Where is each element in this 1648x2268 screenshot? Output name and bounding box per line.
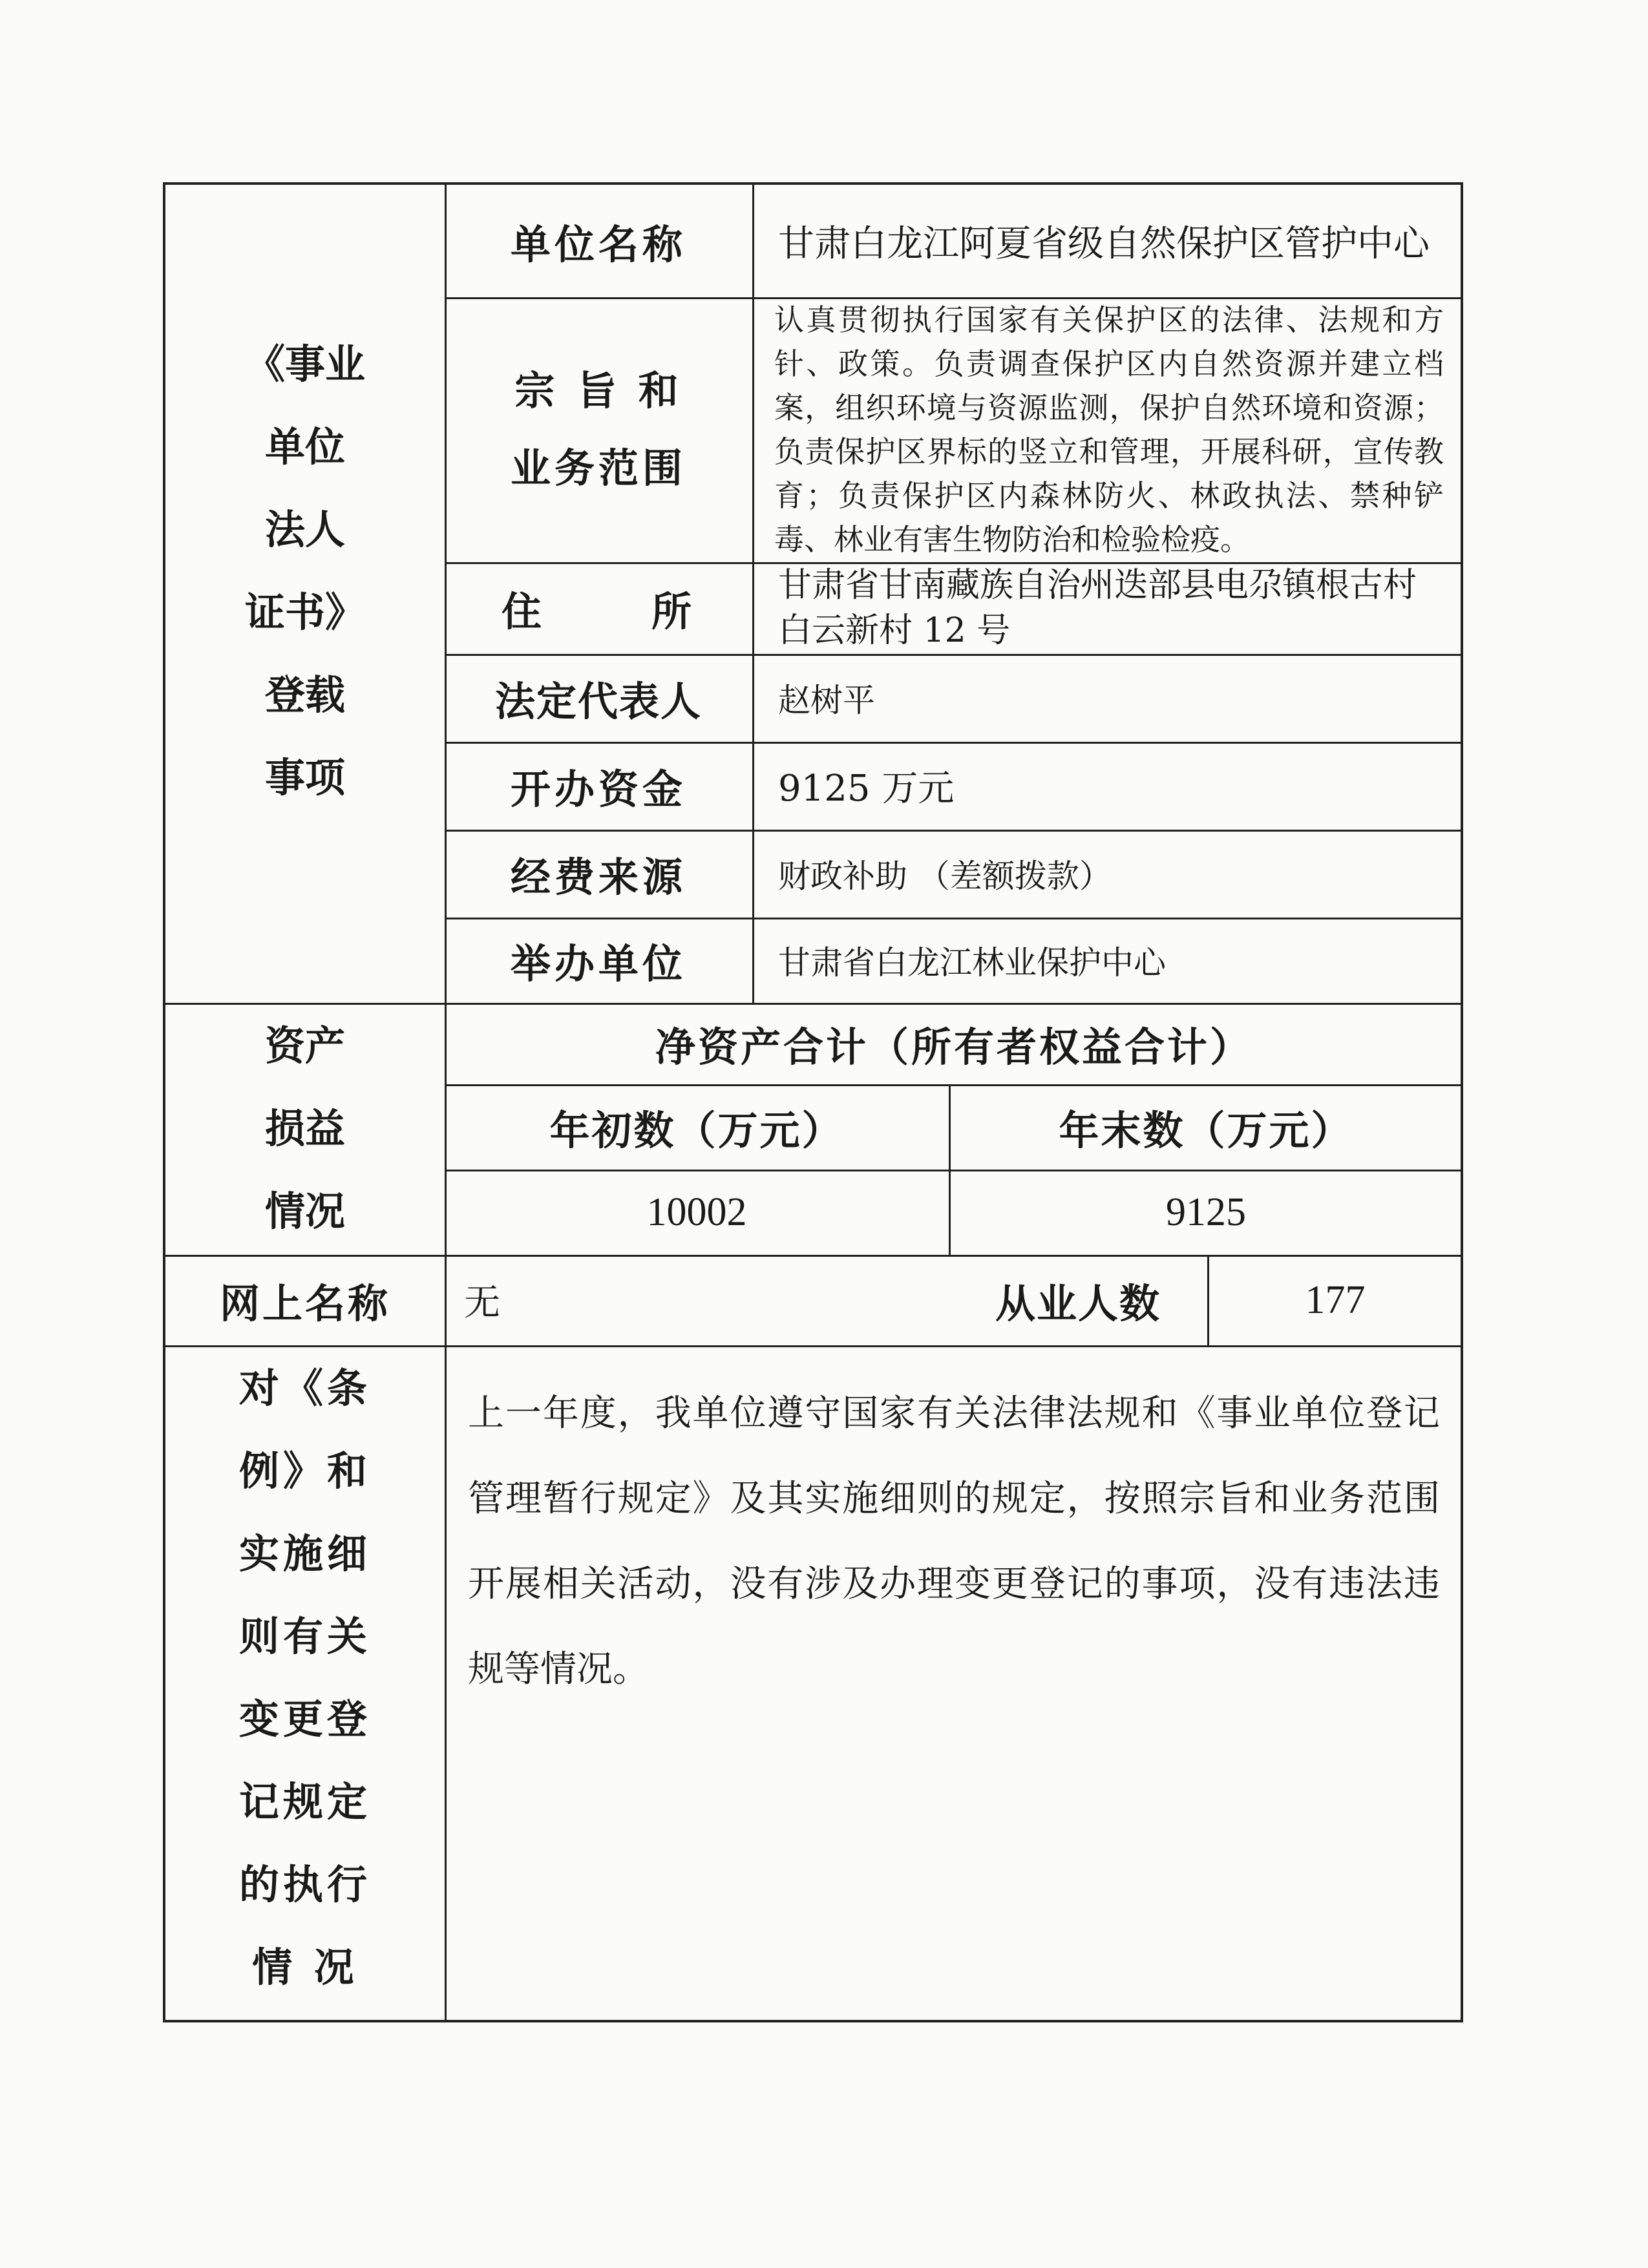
legal-representative-label: 法定代表人 bbox=[494, 677, 702, 725]
side-label-line: 《事业 bbox=[244, 341, 365, 388]
startup-capital-value: 9125 万元 bbox=[778, 768, 955, 810]
legal-representative-value: 赵树平 bbox=[778, 682, 875, 719]
side-label-line: 的执行 bbox=[238, 1861, 371, 1908]
side-label-line: 则有关 bbox=[238, 1613, 371, 1660]
side-label-line: 资产 bbox=[264, 1022, 345, 1069]
address-label bbox=[445, 562, 752, 654]
side-label-line: 对《条 bbox=[238, 1365, 371, 1412]
side-label-line: 情 况 bbox=[252, 1944, 358, 1991]
side-label-line: 变更登 bbox=[238, 1696, 371, 1743]
assets-side-label bbox=[165, 1003, 445, 1255]
registration-report-table bbox=[163, 182, 1463, 2022]
mission-scope-value bbox=[752, 297, 1463, 562]
compliance-text: 上一年度，我单位遵守国家有关法律法规和《事业单位登记管理暂行规定》及其实施细则的规定，按照宗旨和业务范围开展相关活动，没有涉及办理变更登记的事项，没有违法违规等情况。 bbox=[468, 1392, 1440, 1690]
staff-count-value: 177 bbox=[1305, 1277, 1366, 1322]
year-end-value: 9125 bbox=[1166, 1190, 1246, 1234]
year-end-header: 年末数（万元） bbox=[1059, 1106, 1353, 1154]
side-label-line: 例》和 bbox=[238, 1447, 371, 1495]
address-label-char: 所 bbox=[651, 587, 695, 635]
unit-name-label: 单位名称 bbox=[510, 220, 686, 268]
certificate-side-label bbox=[165, 185, 445, 1003]
startup-capital-label: 开办资金 bbox=[510, 765, 686, 813]
address-text: 甘肃省甘南藏族自治州迭部县电尕镇根古村白云新村 12 号 bbox=[778, 566, 1417, 650]
net-assets-header: 净资产合计（所有者权益合计） bbox=[655, 1023, 1252, 1071]
side-label-line: 实施细 bbox=[238, 1530, 371, 1577]
funding-source-label: 经费来源 bbox=[510, 853, 686, 901]
unit-name-value: 甘肃白龙江阿夏省级自然保护区管护中心 bbox=[778, 223, 1430, 265]
mission-scope-text: 认真贯彻执行国家有关保护区的法律、法规和方针、政策。负责调查保护区内自然资源并建立档案，组织环境与资源监测，保护自然环境和资源；负责保护区界标的竖立和管理，开展科研，宣传教育；负责保护区内森林防火、林政执法、禁种铲毒、林业有害生物防治和检验检疫。 bbox=[774, 302, 1444, 557]
address-value bbox=[752, 562, 1463, 654]
sponsor-unit-value: 甘肃省白龙江林业保护中心 bbox=[778, 944, 1166, 982]
compliance-side-label bbox=[165, 1345, 445, 2020]
compliance-text-cell bbox=[445, 1345, 1463, 2020]
address-label-char: 住 bbox=[502, 587, 546, 635]
mission-label-line: 业务范围 bbox=[510, 445, 686, 492]
mission-label-line: 宗 旨 和 bbox=[514, 367, 682, 414]
side-label-line: 损益 bbox=[264, 1105, 345, 1152]
side-label-line: 记规定 bbox=[238, 1778, 371, 1825]
staff-count-label: 从业人数 bbox=[995, 1279, 1161, 1327]
online-name-value: 无 bbox=[464, 1282, 500, 1324]
sponsor-unit-label: 举办单位 bbox=[510, 940, 686, 987]
funding-source-value: 财政补助 （差额拨款） bbox=[778, 857, 1112, 895]
mission-scope-label bbox=[445, 297, 752, 562]
side-label-line: 证书》 bbox=[244, 589, 365, 636]
side-label-line: 单位 bbox=[264, 423, 345, 470]
side-label-line: 事项 bbox=[264, 754, 345, 801]
side-label-line: 登载 bbox=[264, 671, 345, 719]
year-start-header: 年初数（万元） bbox=[549, 1106, 844, 1154]
online-name-label: 网上名称 bbox=[219, 1279, 390, 1327]
side-label-line: 情况 bbox=[264, 1188, 345, 1235]
year-start-value: 10002 bbox=[646, 1190, 747, 1234]
side-label-line: 法人 bbox=[264, 506, 345, 553]
